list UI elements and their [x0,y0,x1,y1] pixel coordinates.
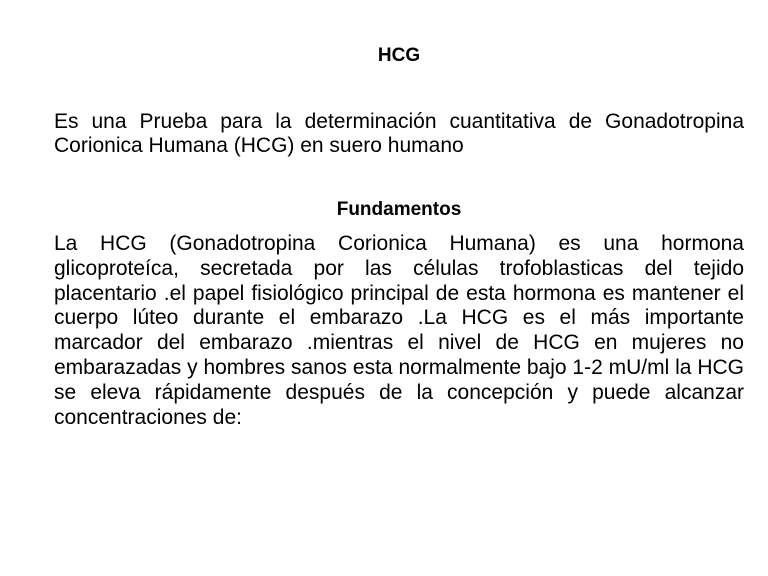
body-paragraph: La HCG (Gonadotropina Corionica Humana) es una hormona glicoproteíca, secretada por las células trofoblasticas del tejido placentario .el papel fisiológico principal de esta hormona es mantener el cuerpo lúteo durante el embarazo .La HCG es el más importante marcador del embarazo .mientras el nivel de HCG en mujeres no embarazadas y hombres sanos esta normalmente bajo 1-2 mU/ml la HCG se eleva rápidamente después de la concepción y puede alcanzar concentraciones de: [54,232,744,429]
slide-title: HCG [377,45,421,66]
intro-paragraph: Es una Prueba para la determinación cuantitativa de Gonadotropina Corionica Humana (HCG) en suero humano [54,110,744,157]
section-heading: Fundamentos [336,199,462,220]
